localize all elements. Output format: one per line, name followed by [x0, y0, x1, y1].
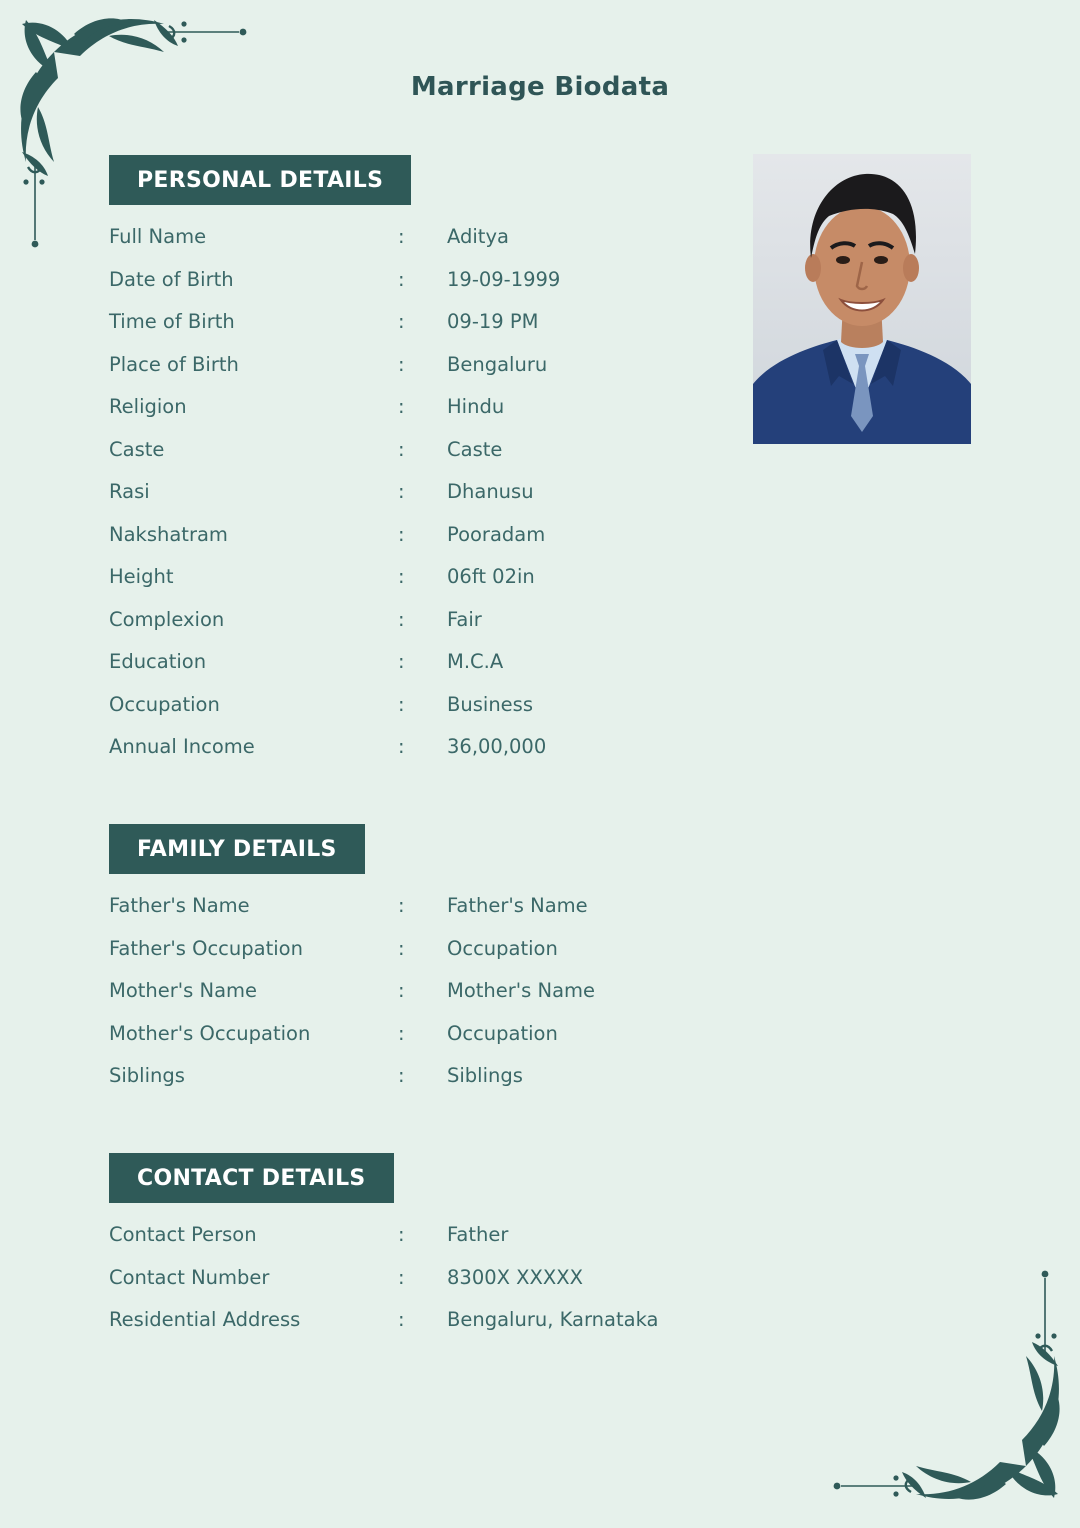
floral-corner-ornament-icon — [826, 1266, 1066, 1506]
detail-value: Aditya — [447, 225, 509, 248]
detail-value: Fair — [447, 607, 482, 631]
detail-separator: : — [398, 894, 405, 917]
contact-details-heading: CONTACT DETAILS — [109, 1153, 394, 1203]
detail-label: Religion — [109, 395, 187, 418]
page-title: Marriage Biodata — [410, 72, 670, 102]
detail-label: Contact Number — [109, 1265, 270, 1289]
detail-separator: : — [398, 650, 405, 673]
detail-value: Caste — [447, 437, 503, 461]
detail-row — [109, 1013, 809, 1056]
detail-value: 19-09-1999 — [447, 267, 561, 291]
detail-row — [109, 885, 809, 928]
detail-value: Bengaluru, Karnataka — [447, 1308, 659, 1331]
detail-row — [109, 726, 809, 769]
detail-value: Occupation — [447, 936, 558, 960]
detail-separator: : — [398, 267, 405, 291]
family-details-heading: FAMILY DETAILS — [109, 824, 365, 874]
detail-separator: : — [398, 1265, 405, 1289]
detail-row — [109, 556, 809, 599]
detail-separator: : — [398, 979, 405, 1002]
detail-label: Mother's Name — [109, 979, 258, 1002]
detail-label: Rasi — [109, 480, 150, 503]
detail-value: M.C.A — [447, 650, 504, 673]
detail-label: Father's Name — [109, 894, 250, 917]
detail-label: Residential Address — [109, 1308, 301, 1331]
detail-row — [109, 1055, 809, 1098]
detail-separator: : — [398, 735, 405, 758]
personal-details-heading: PERSONAL DETAILS — [109, 155, 411, 205]
detail-label: Time of Birth — [109, 310, 235, 333]
detail-separator: : — [398, 352, 405, 376]
detail-separator: : — [398, 692, 405, 716]
detail-row — [109, 471, 809, 514]
detail-separator: : — [398, 1021, 405, 1045]
detail-separator: : — [398, 1223, 405, 1246]
detail-separator: : — [398, 607, 405, 631]
detail-separator: : — [398, 480, 405, 503]
detail-value: 09-19 PM — [447, 310, 539, 333]
detail-separator: : — [398, 1308, 405, 1331]
detail-row — [109, 386, 809, 429]
detail-separator: : — [398, 310, 405, 333]
detail-value: Business — [447, 692, 533, 716]
detail-row — [109, 216, 809, 259]
detail-label: Occupation — [109, 692, 220, 716]
detail-label: Nakshatram — [109, 522, 228, 546]
detail-separator: : — [398, 1064, 405, 1087]
detail-label: Mother's Occupation — [109, 1021, 311, 1045]
detail-label: Annual Income — [109, 735, 255, 758]
detail-row — [109, 599, 809, 642]
detail-row — [109, 928, 809, 971]
detail-label: Education — [109, 650, 207, 673]
personal-details-list — [109, 216, 809, 769]
detail-value: Bengaluru — [447, 352, 548, 376]
detail-value: Father — [447, 1223, 509, 1246]
detail-row — [109, 1299, 809, 1342]
detail-row — [109, 970, 809, 1013]
detail-label: Place of Birth — [109, 352, 239, 376]
detail-label: Full Name — [109, 225, 207, 248]
detail-value: Siblings — [447, 1064, 523, 1087]
detail-row — [109, 1257, 809, 1300]
detail-separator: : — [398, 225, 405, 248]
detail-value: Occupation — [447, 1021, 558, 1045]
detail-separator: : — [398, 522, 405, 546]
detail-label: Father's Occupation — [109, 936, 303, 960]
detail-label: Complexion — [109, 607, 225, 631]
detail-value: Dhanusu — [447, 480, 534, 503]
detail-row — [109, 514, 809, 557]
detail-row — [109, 684, 809, 727]
contact-details-list — [109, 1214, 809, 1342]
detail-label: Siblings — [109, 1064, 185, 1087]
detail-value: 36,00,000 — [447, 735, 547, 758]
detail-value: 8300X XXXXX — [447, 1265, 583, 1289]
detail-label: Height — [109, 565, 174, 588]
detail-row — [109, 1214, 809, 1257]
detail-separator: : — [398, 565, 405, 588]
detail-value: Pooradam — [447, 522, 546, 546]
detail-label: Contact Person — [109, 1223, 257, 1246]
detail-value: 06ft 02in — [447, 565, 535, 588]
detail-label: Date of Birth — [109, 267, 234, 291]
detail-separator: : — [398, 395, 405, 418]
detail-value: Mother's Name — [447, 979, 596, 1002]
detail-row — [109, 301, 809, 344]
detail-separator: : — [398, 936, 405, 960]
detail-row — [109, 429, 809, 472]
detail-row — [109, 641, 809, 684]
detail-label: Caste — [109, 437, 165, 461]
detail-value: Father's Name — [447, 894, 588, 917]
family-details-list — [109, 885, 809, 1098]
detail-row — [109, 259, 809, 302]
detail-row — [109, 344, 809, 387]
detail-value: Hindu — [447, 395, 505, 418]
detail-separator: : — [398, 437, 405, 461]
